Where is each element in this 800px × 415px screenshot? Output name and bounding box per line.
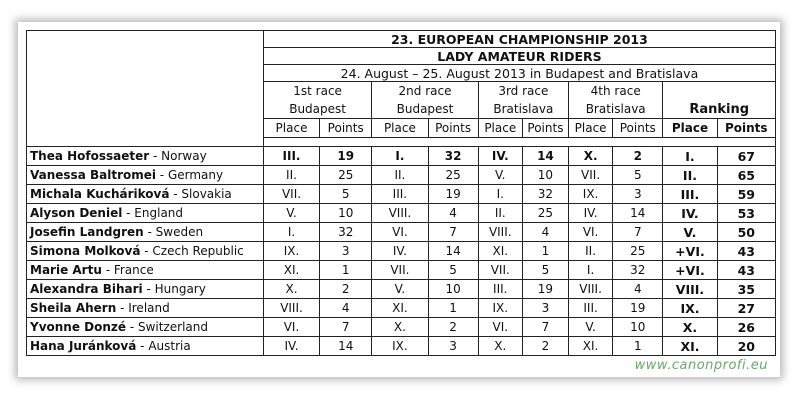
- race-points-cell: 10: [613, 318, 663, 337]
- total-points-cell: 43: [717, 242, 775, 261]
- category-subtitle: LADY AMATEUR RIDERS: [263, 48, 775, 65]
- rider-row: [27, 242, 776, 261]
- final-rank-cell: X.: [663, 318, 717, 337]
- total-points-cell: 26: [717, 318, 775, 337]
- race-4-city: Bratislava: [569, 100, 663, 119]
- race-points-cell: 2: [522, 337, 568, 356]
- race-place-cell: VII.: [569, 166, 613, 185]
- race-place-cell: II.: [569, 242, 613, 261]
- race-place-cell: IX.: [478, 299, 522, 318]
- race-place-cell: VIII.: [372, 204, 428, 223]
- rider-row: [27, 280, 776, 299]
- race-place-cell: IV.: [478, 147, 522, 166]
- race-place-cell: I.: [478, 185, 522, 204]
- race-place-cell: V.: [569, 318, 613, 337]
- race-place-cell: V.: [263, 204, 319, 223]
- race-3-city: Bratislava: [478, 100, 568, 119]
- total-points-cell: 20: [717, 337, 775, 356]
- rider-name-cell: [27, 204, 264, 223]
- race-points-cell: 19: [320, 147, 372, 166]
- rider-country: - Ireland: [116, 300, 170, 315]
- race-points-cell: 1: [613, 337, 663, 356]
- race-place-cell: II.: [263, 166, 319, 185]
- rider-name-cell: [27, 261, 264, 280]
- race-place-cell: VII.: [263, 185, 319, 204]
- race-points-cell: 1: [522, 242, 568, 261]
- race-points-cell: 7: [613, 223, 663, 242]
- rider-name: Marie Artu: [30, 262, 102, 277]
- rider-name-cell: [27, 185, 264, 204]
- rider-row: [27, 185, 776, 204]
- rider-country: - Switzerland: [126, 319, 208, 334]
- race-place-cell: IV.: [263, 337, 319, 356]
- rider-country: - England: [122, 205, 184, 220]
- rider-name: Alexandra Bihari: [30, 281, 143, 296]
- event-dates: 24. August – 25. August 2013 in Budapest and Bratislava: [263, 65, 775, 82]
- col-place-r1: Place: [263, 119, 319, 138]
- race-4-header: 4th race: [569, 82, 663, 101]
- race-points-cell: 7: [428, 223, 478, 242]
- final-rank-cell: IV.: [663, 204, 717, 223]
- final-rank-cell: +VI.: [663, 261, 717, 280]
- rider-name: Michala Kucháriková: [30, 186, 170, 201]
- championship-title: 23. EUROPEAN CHAMPIONSHIP 2013: [263, 31, 775, 48]
- race-points-cell: 2: [320, 280, 372, 299]
- results-card: [18, 22, 780, 377]
- race-points-cell: 4: [320, 299, 372, 318]
- race-points-cell: 3: [522, 299, 568, 318]
- race-points-cell: 32: [522, 185, 568, 204]
- race-1-header: 1st race: [263, 82, 371, 101]
- race-points-cell: 19: [613, 299, 663, 318]
- rider-name: Yvonne Donzé: [30, 319, 127, 334]
- final-rank-cell: II.: [663, 166, 717, 185]
- rider-country: - Austria: [136, 338, 191, 353]
- race-place-cell: VI.: [263, 318, 319, 337]
- watermark: www.canonprofi.eu: [634, 358, 768, 373]
- final-rank-cell: XI.: [663, 337, 717, 356]
- race-place-cell: VII.: [372, 261, 428, 280]
- final-rank-cell: I.: [663, 147, 717, 166]
- rider-row: [27, 261, 776, 280]
- race-points-cell: 5: [320, 185, 372, 204]
- race-place-cell: I.: [569, 261, 613, 280]
- blank-corner-cell: [27, 31, 264, 138]
- race-place-cell: II.: [478, 204, 522, 223]
- race-1-city: Budapest: [263, 100, 371, 119]
- rider-name-cell: [27, 280, 264, 299]
- race-points-cell: 1: [428, 299, 478, 318]
- rider-name-cell: [27, 318, 264, 337]
- race-points-cell: 5: [522, 261, 568, 280]
- rider-row: [27, 337, 776, 356]
- col-points-r1: Points: [320, 119, 372, 138]
- rider-name: Alyson Deniel: [30, 205, 123, 220]
- rider-row: [27, 147, 776, 166]
- race-place-cell: VIII.: [569, 280, 613, 299]
- race-place-cell: III.: [569, 299, 613, 318]
- race-place-cell: III.: [372, 185, 428, 204]
- race-place-cell: I.: [263, 223, 319, 242]
- rider-row: [27, 204, 776, 223]
- rider-name: Hana Juránková: [30, 338, 137, 353]
- race-2-city: Budapest: [372, 100, 478, 119]
- final-rank-cell: III.: [663, 185, 717, 204]
- race-points-cell: 4: [428, 204, 478, 223]
- rider-name: Vanessa Baltromei: [30, 167, 156, 182]
- race-place-cell: V.: [478, 166, 522, 185]
- race-place-cell: VIII.: [478, 223, 522, 242]
- race-place-cell: V.: [372, 280, 428, 299]
- race-points-cell: 14: [613, 204, 663, 223]
- race-place-cell: VI.: [478, 318, 522, 337]
- total-points-cell: 53: [717, 204, 775, 223]
- race-place-cell: IX.: [263, 242, 319, 261]
- col-place-r2: Place: [372, 119, 428, 138]
- total-points-cell: 35: [717, 280, 775, 299]
- total-points-cell: 27: [717, 299, 775, 318]
- race-place-cell: XI.: [263, 261, 319, 280]
- race-points-cell: 10: [522, 166, 568, 185]
- race-points-cell: 3: [428, 337, 478, 356]
- results-table: [26, 30, 776, 356]
- race-place-cell: IX.: [569, 185, 613, 204]
- race-place-cell: X.: [569, 147, 613, 166]
- race-points-cell: 10: [428, 280, 478, 299]
- race-place-cell: VI.: [372, 223, 428, 242]
- rider-name: Sheila Ahern: [30, 300, 117, 315]
- race-points-cell: 10: [320, 204, 372, 223]
- spacer-cell: [27, 138, 264, 147]
- race-points-cell: 32: [428, 147, 478, 166]
- rider-country: - Hungary: [142, 281, 206, 296]
- rider-row: [27, 166, 776, 185]
- rider-row: [27, 318, 776, 337]
- race-points-cell: 4: [613, 280, 663, 299]
- race-3-header: 3rd race: [478, 82, 568, 101]
- race-points-cell: 14: [522, 147, 568, 166]
- race-points-cell: 19: [522, 280, 568, 299]
- race-points-cell: 19: [428, 185, 478, 204]
- total-points-cell: 50: [717, 223, 775, 242]
- rider-name-cell: [27, 166, 264, 185]
- rider-country: - Czech Republic: [140, 243, 244, 258]
- race-points-cell: 7: [320, 318, 372, 337]
- rider-name-cell: [27, 337, 264, 356]
- race-place-cell: XI.: [569, 337, 613, 356]
- col-place-r3: Place: [478, 119, 522, 138]
- race-place-cell: I.: [372, 147, 428, 166]
- race-points-cell: 32: [320, 223, 372, 242]
- race-place-cell: VI.: [569, 223, 613, 242]
- race-place-cell: IX.: [372, 337, 428, 356]
- race-place-cell: II.: [372, 166, 428, 185]
- race-points-cell: 25: [320, 166, 372, 185]
- total-points-cell: 43: [717, 261, 775, 280]
- rider-name-cell: [27, 223, 264, 242]
- rider-name: Josefin Landgren: [30, 224, 144, 239]
- rider-name-cell: [27, 147, 264, 166]
- race-points-cell: 7: [522, 318, 568, 337]
- total-points-cell: 65: [717, 166, 775, 185]
- race-place-cell: VII.: [478, 261, 522, 280]
- col-points-r2: Points: [428, 119, 478, 138]
- race-points-cell: 2: [428, 318, 478, 337]
- rider-country: - Norway: [149, 148, 207, 163]
- col-rank-points: Points: [717, 119, 775, 138]
- race-points-cell: 5: [613, 166, 663, 185]
- race-points-cell: 3: [320, 242, 372, 261]
- ranking-header: Ranking: [689, 102, 750, 117]
- col-points-r3: Points: [522, 119, 568, 138]
- total-points-cell: 59: [717, 185, 775, 204]
- rider-country: - France: [101, 262, 154, 277]
- race-place-cell: III.: [263, 147, 319, 166]
- race-place-cell: IV.: [569, 204, 613, 223]
- total-points-cell: 67: [717, 147, 775, 166]
- final-rank-cell: +VI.: [663, 242, 717, 261]
- race-points-cell: 25: [613, 242, 663, 261]
- race-points-cell: 3: [613, 185, 663, 204]
- race-place-cell: IV.: [372, 242, 428, 261]
- final-rank-cell: VIII.: [663, 280, 717, 299]
- race-points-cell: 25: [522, 204, 568, 223]
- rider-name-cell: [27, 299, 264, 318]
- spacer-row: [263, 138, 775, 147]
- race-points-cell: 4: [522, 223, 568, 242]
- rider-name: Simona Molková: [30, 243, 141, 258]
- rider-row: [27, 299, 776, 318]
- race-place-cell: X.: [478, 337, 522, 356]
- col-points-r4: Points: [613, 119, 663, 138]
- race-points-cell: 1: [320, 261, 372, 280]
- rider-country: - Sweden: [143, 224, 204, 239]
- rider-name-cell: [27, 242, 264, 261]
- race-points-cell: 14: [428, 242, 478, 261]
- race-place-cell: X.: [372, 318, 428, 337]
- race-place-cell: XI.: [372, 299, 428, 318]
- race-place-cell: X.: [263, 280, 319, 299]
- ranking-header-cell: [663, 82, 776, 119]
- race-points-cell: 25: [428, 166, 478, 185]
- rider-country: - Slovakia: [169, 186, 232, 201]
- race-points-cell: 5: [428, 261, 478, 280]
- race-points-cell: 32: [613, 261, 663, 280]
- race-points-cell: 14: [320, 337, 372, 356]
- rider-country: - Germany: [155, 167, 224, 182]
- race-place-cell: III.: [478, 280, 522, 299]
- rider-name: Thea Hofossaeter: [30, 148, 150, 163]
- race-place-cell: XI.: [478, 242, 522, 261]
- col-place-r4: Place: [569, 119, 613, 138]
- col-rank-place: Place: [663, 119, 717, 138]
- final-rank-cell: IX.: [663, 299, 717, 318]
- race-2-header: 2nd race: [372, 82, 478, 101]
- rider-row: [27, 223, 776, 242]
- race-place-cell: VIII.: [263, 299, 319, 318]
- race-points-cell: 2: [613, 147, 663, 166]
- final-rank-cell: V.: [663, 223, 717, 242]
